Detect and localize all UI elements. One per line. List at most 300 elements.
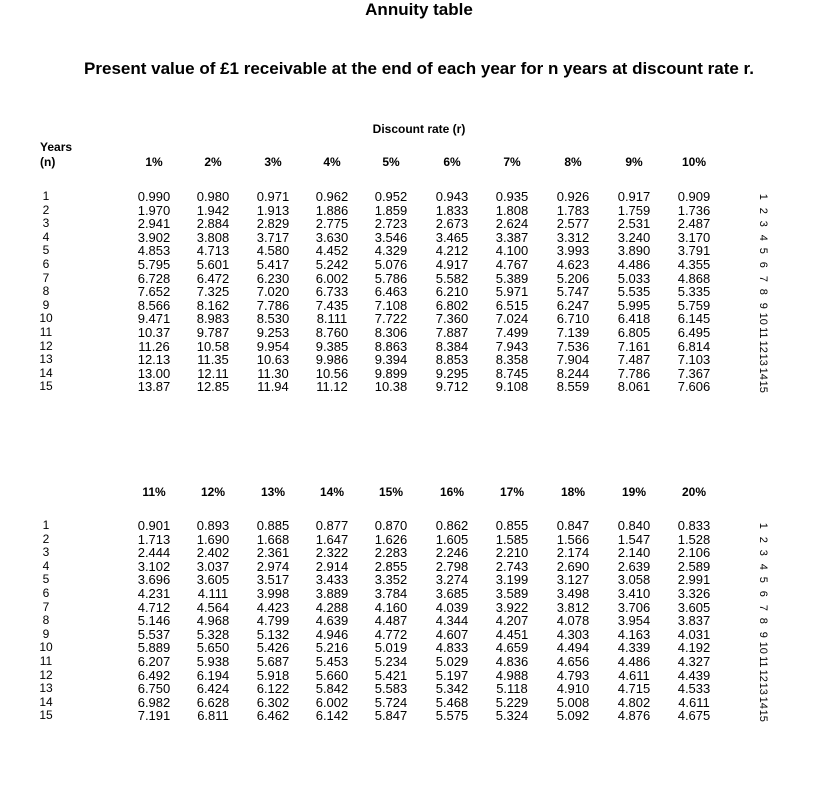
table-cell: 5.335	[677, 284, 711, 300]
table-cell: 4.910	[556, 681, 590, 697]
table-cell: 3.410	[617, 586, 651, 601]
table-cell: 4.288	[315, 599, 349, 615]
row-year-label-rotated: 3	[756, 220, 769, 228]
table-cell: 1.783	[556, 202, 590, 218]
table-cell: 6.247	[556, 297, 590, 313]
table-cell: 6.472	[196, 270, 230, 286]
table-cell: 5.453	[315, 654, 349, 669]
table-cell: 5.132	[256, 626, 290, 642]
table-cell: 7.887	[435, 325, 469, 340]
table-cell: 6.710	[556, 311, 590, 327]
rate-header: 4%	[323, 155, 341, 169]
table-cell: 0.909	[677, 189, 711, 204]
table-cell: 5.242	[315, 257, 349, 272]
table-cell: 7.020	[256, 284, 290, 300]
row-year-label: 13	[39, 681, 53, 696]
table-cell: 1.566	[556, 531, 590, 547]
table-cell: 5.029	[435, 654, 469, 669]
table-cell: 5.229	[495, 694, 529, 710]
table-cell: 4.767	[495, 257, 529, 272]
table-cell: 3.784	[374, 586, 408, 601]
table-cell: 1.913	[256, 202, 290, 218]
table-cell: 0.917	[617, 189, 651, 204]
table-cell: 3.808	[196, 229, 230, 245]
table-cell: 8.358	[495, 352, 529, 368]
rate-header: 16%	[439, 485, 465, 499]
table-cell: 3.791	[677, 243, 711, 259]
row-year-label: 4	[42, 558, 50, 573]
rate-header: 11%	[142, 485, 166, 499]
table-cell: 4.329	[374, 243, 408, 259]
row-year-label-rotated: 6	[756, 590, 769, 597]
rate-header: 13%	[260, 485, 286, 499]
table-cell: 0.893	[196, 518, 230, 533]
table-cell: 8.863	[374, 338, 408, 354]
table-cell: 3.326	[677, 586, 711, 601]
years-label-line2: (n)	[40, 155, 56, 169]
table-cell: 1.808	[495, 202, 529, 218]
table-cell: 2.639	[617, 558, 651, 574]
table-cell: 10.63	[256, 352, 290, 368]
row-year-label-rotated: 6	[756, 261, 769, 268]
table-cell: 8.559	[556, 379, 590, 395]
table-cell: 3.274	[435, 572, 469, 588]
table-cell: 7.367	[677, 365, 711, 381]
table-cell: 10.58	[196, 338, 230, 354]
table-cell: 7.606	[677, 379, 711, 395]
table-cell: 5.328	[196, 626, 230, 642]
table-cell: 3.922	[495, 599, 529, 615]
rate-header: 14%	[319, 485, 345, 499]
table-cell: 2.531	[617, 216, 651, 232]
table-cell: 7.786	[256, 297, 290, 313]
rate-header: 19%	[621, 485, 647, 499]
row-year-label-rotated: 4	[756, 563, 769, 570]
table-cell: 4.772	[374, 626, 408, 642]
table-cell: 0.870	[374, 518, 408, 533]
table-cell: 1.713	[137, 531, 171, 547]
table-cell: 3.433	[315, 572, 349, 588]
table-cell: 8.853	[435, 352, 469, 368]
table-cell: 5.216	[315, 640, 349, 656]
table-cell: 4.607	[435, 626, 469, 642]
table-cell: 5.786	[374, 270, 408, 286]
row-year-label: 9	[42, 626, 50, 641]
table-cell: 7.191	[137, 708, 171, 724]
rate-header: 17%	[499, 485, 525, 499]
row-year-label: 15	[39, 379, 53, 394]
table-cell: 6.122	[256, 681, 290, 697]
table-cell: 7.139	[556, 325, 590, 340]
table-cell: 1.605	[435, 531, 469, 547]
table-cell: 4.611	[618, 667, 650, 683]
table-cell: 5.759	[677, 297, 711, 313]
row-year-label: 11	[39, 654, 53, 668]
table-cell: 9.471	[137, 311, 171, 327]
table-cell: 0.952	[374, 189, 408, 204]
table-cell: 2.577	[556, 216, 590, 232]
table-cell: 6.145	[677, 311, 711, 327]
table-cell: 4.656	[556, 654, 590, 669]
table-cell: 10.37	[137, 325, 171, 340]
table-cell: 9.253	[256, 325, 290, 340]
table-cell: 4.917	[435, 257, 469, 272]
row-year-label: 10	[39, 311, 53, 326]
table-cell: 3.465	[435, 229, 469, 245]
table-cell: 4.836	[495, 654, 529, 669]
table-cell: 0.901	[137, 518, 171, 533]
table-cell: 3.837	[677, 613, 711, 629]
table-cell: 2.941	[137, 216, 171, 232]
table-cell: 6.230	[256, 270, 290, 286]
table-cell: 6.207	[137, 654, 171, 669]
table-cell: 6.002	[315, 694, 349, 710]
table-cell: 12.85	[196, 379, 230, 395]
table-cell: 0.943	[435, 189, 469, 204]
table-cell: 7.024	[495, 311, 529, 327]
table-cell: 3.312	[556, 229, 590, 245]
table-cell: 7.652	[137, 284, 171, 300]
table-cell: 3.589	[495, 586, 529, 601]
table-cell: 7.786	[617, 365, 651, 381]
table-cell: 2.991	[677, 572, 711, 588]
table-cell: 11.94	[257, 379, 289, 395]
table-cell: 1.585	[495, 531, 529, 547]
rate-header: 3%	[264, 155, 282, 169]
table-cell: 6.733	[315, 284, 349, 300]
table-cell: 11.35	[197, 352, 229, 368]
table-cell: 2.589	[677, 558, 711, 574]
row-year-label: 4	[42, 229, 50, 244]
table-cell: 9.385	[315, 338, 349, 354]
table-cell: 1.970	[137, 202, 171, 218]
table-cell: 4.623	[556, 257, 590, 272]
table-cell: 8.745	[495, 365, 529, 381]
table-cell: 2.743	[495, 558, 529, 574]
table-cell: 1.833	[435, 202, 469, 218]
table-cell: 3.706	[617, 599, 651, 615]
row-year-label: 14	[39, 365, 53, 380]
table-cell: 4.078	[556, 613, 590, 629]
table-cell: 3.170	[677, 229, 711, 245]
table-cell: 2.855	[374, 558, 408, 574]
table-cell: 4.111	[197, 586, 229, 601]
table-cell: 3.812	[556, 599, 590, 615]
table-cell: 1.626	[374, 531, 408, 547]
row-year-label-rotated: 11	[756, 656, 769, 668]
table-cell: 3.352	[374, 572, 408, 588]
table-cell: 4.160	[374, 599, 408, 615]
row-year-label-rotated: 13	[756, 353, 769, 367]
row-year-label: 14	[39, 694, 53, 709]
table-cell: 2.283	[374, 545, 408, 561]
table-cell: 4.031	[677, 626, 711, 642]
table-cell: 0.990	[137, 189, 171, 204]
row-year-label: 8	[42, 613, 50, 628]
table-cell: 2.974	[256, 558, 290, 574]
table-cell: 4.715	[617, 681, 651, 697]
table-cell: 2.914	[315, 558, 349, 574]
table-cell: 0.980	[196, 189, 230, 204]
table-cell: 8.566	[137, 297, 171, 313]
table-cell: 5.426	[256, 640, 290, 656]
table-cell: 6.210	[435, 284, 469, 300]
table-cell: 3.889	[315, 586, 349, 601]
table-cell: 2.361	[256, 545, 290, 561]
table-cell: 5.008	[556, 694, 590, 710]
row-year-label-rotated: 1	[756, 193, 769, 200]
table-cell: 8.760	[315, 325, 349, 340]
table-cell: 9.899	[374, 365, 408, 381]
row-year-label: 7	[42, 599, 50, 614]
table-cell: 2.775	[315, 216, 349, 232]
table-cell: 5.537	[137, 626, 171, 642]
table-cell: 3.605	[196, 572, 230, 588]
row-year-label-rotated: 11	[756, 327, 769, 339]
table-cell: 4.793	[556, 667, 590, 683]
table-cell: 7.108	[374, 297, 408, 313]
table-cell: 4.580	[256, 243, 290, 259]
table-cell: 5.575	[435, 708, 469, 724]
table-cell: 4.452	[315, 243, 349, 259]
table-cell: 2.444	[137, 545, 171, 561]
table-cell: 6.462	[256, 708, 290, 724]
table-cell: 11.12	[316, 379, 348, 395]
table-cell: 5.938	[196, 654, 230, 669]
table-cell: 3.630	[315, 229, 349, 245]
table-cell: 2.829	[256, 216, 290, 232]
table-cell: 4.212	[435, 243, 469, 259]
years-label	[40, 140, 72, 170]
row-year-label-rotated: 9	[756, 302, 769, 309]
table-cell: 1.886	[315, 202, 349, 218]
table-cell: 1.528	[677, 531, 711, 547]
table-cell: 9.712	[435, 379, 469, 395]
table-cell: 4.868	[677, 270, 711, 286]
table-cell: 0.971	[256, 189, 290, 204]
table-cell: 5.324	[495, 708, 529, 724]
table-cell: 3.993	[556, 243, 590, 259]
table-cell: 4.876	[617, 708, 651, 724]
table-cell: 4.303	[556, 626, 590, 642]
table-cell: 1.942	[196, 202, 230, 218]
table-cell: 2.140	[617, 545, 651, 561]
table-cell: 5.421	[374, 667, 408, 683]
table-cell: 4.564	[196, 599, 230, 615]
table-cell: 6.802	[435, 297, 469, 313]
table-cell: 4.802	[617, 694, 651, 710]
row-year-label-rotated: 9	[756, 631, 769, 638]
table-cell: 2.174	[556, 545, 590, 561]
table-cell: 6.811	[197, 708, 229, 724]
table-cell: 8.306	[374, 325, 408, 340]
table-cell: 4.439	[677, 667, 711, 683]
table-cell: 7.103	[677, 352, 711, 368]
table-cell: 5.795	[137, 257, 171, 272]
row-year-label: 6	[42, 586, 50, 600]
table-cell: 5.019	[374, 640, 408, 656]
table-subtitle: Present value of £1 receivable at the end of each year for n years at discount rate r.	[84, 59, 754, 78]
table-cell: 0.962	[315, 189, 349, 204]
table-cell: 5.847	[374, 708, 408, 724]
table-cell: 6.982	[137, 694, 171, 710]
row-year-label-rotated: 8	[756, 617, 769, 625]
table-cell: 4.494	[556, 640, 590, 656]
table-cell: 1.736	[677, 202, 711, 218]
row-year-label: 15	[39, 708, 53, 723]
table-cell: 10.38	[374, 379, 408, 395]
table-cell: 6.728	[137, 270, 171, 286]
table-cell: 7.499	[495, 325, 529, 340]
table-cell: 7.904	[556, 352, 590, 368]
table-cell: 7.943	[495, 338, 529, 354]
table-cell: 4.344	[435, 613, 469, 629]
row-year-label: 1	[42, 189, 50, 203]
table-cell: 9.986	[315, 352, 349, 368]
table-cell: 8.244	[556, 365, 590, 381]
row-year-label: 13	[39, 352, 53, 367]
table-cell: 3.037	[196, 558, 230, 574]
row-year-label: 12	[39, 667, 53, 682]
table-cell: 0.926	[556, 189, 590, 204]
table-cell: 5.389	[495, 270, 529, 286]
table-cell: 4.486	[617, 257, 651, 272]
table-cell: 6.495	[677, 325, 711, 340]
row-year-label: 5	[42, 243, 50, 258]
table-cell: 5.468	[435, 694, 469, 710]
table-cell: 1.668	[256, 531, 290, 547]
table-cell: 3.696	[137, 572, 171, 588]
table-cell: 4.355	[677, 257, 711, 272]
table-cell: 6.424	[196, 681, 230, 697]
page-title: Annuity table	[365, 0, 473, 19]
table-cell: 0.840	[617, 518, 651, 533]
table-cell: 12.11	[197, 365, 229, 381]
row-year-label: 2	[42, 202, 50, 217]
table-cell: 4.799	[256, 613, 290, 629]
table-cell: 4.327	[677, 654, 711, 669]
table-cell: 7.161	[617, 338, 651, 354]
table-cell: 4.487	[374, 613, 408, 629]
table-cell: 3.102	[137, 558, 171, 574]
table-cell: 4.712	[137, 599, 171, 615]
table-cell: 2.798	[435, 558, 469, 574]
table-cell: 5.583	[374, 681, 408, 697]
rate-header: 1%	[145, 155, 163, 169]
table-cell: 10.56	[315, 365, 349, 381]
table-cell: 0.935	[495, 189, 529, 204]
table-cell: 4.192	[677, 640, 711, 656]
table-cell: 5.995	[617, 297, 651, 313]
rate-header: 20%	[681, 485, 707, 499]
table-cell: 2.723	[374, 216, 408, 232]
table-cell: 1.647	[315, 531, 349, 547]
table-cell: 5.842	[315, 681, 349, 697]
row-year-label-rotated: 10	[756, 313, 769, 326]
table-cell: 6.002	[315, 270, 349, 286]
table-cell: 5.092	[556, 708, 590, 724]
rate-header: 18%	[560, 485, 586, 499]
table-cell: 4.639	[315, 613, 349, 629]
rate-header: 7%	[503, 155, 521, 169]
row-year-label: 12	[39, 338, 53, 353]
table-cell: 4.163	[617, 626, 651, 642]
table-cell: 3.498	[556, 586, 590, 601]
table-cell: 4.968	[196, 613, 230, 629]
table-cell: 0.847	[556, 518, 590, 533]
table-cell: 8.384	[435, 338, 469, 354]
table-cell: 3.685	[435, 586, 469, 601]
table-cell: 4.675	[677, 708, 711, 724]
table-cell: 5.197	[435, 667, 469, 683]
row-year-label-rotated: 14	[756, 696, 769, 709]
row-year-label-rotated: 15	[756, 381, 769, 394]
table-cell: 4.486	[617, 654, 651, 669]
table-cell: 3.954	[617, 613, 651, 629]
table-cell: 5.724	[374, 694, 408, 710]
table-cell: 8.983	[196, 311, 230, 327]
table-cell: 8.530	[256, 311, 290, 327]
table-cell: 5.971	[495, 284, 529, 300]
table-cell: 11.26	[138, 338, 170, 354]
rate-header: 12%	[200, 485, 226, 499]
table-cell: 3.517	[256, 572, 290, 588]
row-year-label-rotated: 15	[756, 710, 769, 723]
table-cell: 2.210	[495, 545, 529, 561]
table-cell: 5.146	[137, 613, 171, 629]
row-year-label: 10	[39, 640, 53, 655]
table-cell: 6.628	[196, 694, 230, 710]
table-cell: 5.033	[617, 270, 651, 286]
table-cell: 9.787	[196, 325, 230, 340]
table-cell: 8.162	[196, 297, 230, 313]
rate-header: 5%	[382, 155, 400, 169]
row-year-label: 8	[42, 284, 50, 299]
table-cell: 1.859	[374, 202, 408, 218]
row-year-label-rotated: 12	[756, 669, 769, 682]
table-cell: 3.998	[256, 586, 290, 601]
table-cell: 5.342	[435, 681, 469, 697]
table-cell: 9.108	[495, 379, 529, 395]
row-year-label-rotated: 1	[756, 522, 769, 529]
table-cell: 1.759	[617, 202, 651, 218]
table-cell: 7.435	[315, 297, 349, 313]
table-cell: 1.547	[617, 531, 651, 547]
row-year-label-rotated: 10	[756, 642, 769, 655]
table-cell: 2.624	[495, 216, 529, 232]
rate-header: 15%	[378, 485, 404, 499]
row-year-label-rotated: 12	[756, 340, 769, 353]
table-cell: 0.885	[256, 518, 290, 533]
row-year-label-rotated: 13	[756, 682, 769, 696]
table-cell: 4.231	[137, 586, 171, 601]
table-cell: 3.605	[677, 599, 711, 615]
table-cell: 5.206	[556, 270, 590, 286]
table-cell: 5.650	[196, 640, 230, 656]
table-cell: 13.00	[137, 365, 171, 381]
table-cell: 8.111	[316, 311, 348, 327]
row-year-label: 11	[39, 325, 53, 339]
table-cell: 5.918	[256, 667, 290, 683]
row-year-label: 6	[42, 257, 50, 271]
table-cell: 5.417	[256, 257, 290, 272]
table-cell: 6.194	[196, 667, 230, 683]
table-cell: 2.402	[196, 545, 230, 561]
table-cell: 4.207	[495, 613, 529, 629]
table-cell: 2.106	[677, 545, 711, 561]
row-year-label-rotated: 5	[756, 248, 769, 255]
row-year-label-rotated: 3	[756, 549, 769, 557]
